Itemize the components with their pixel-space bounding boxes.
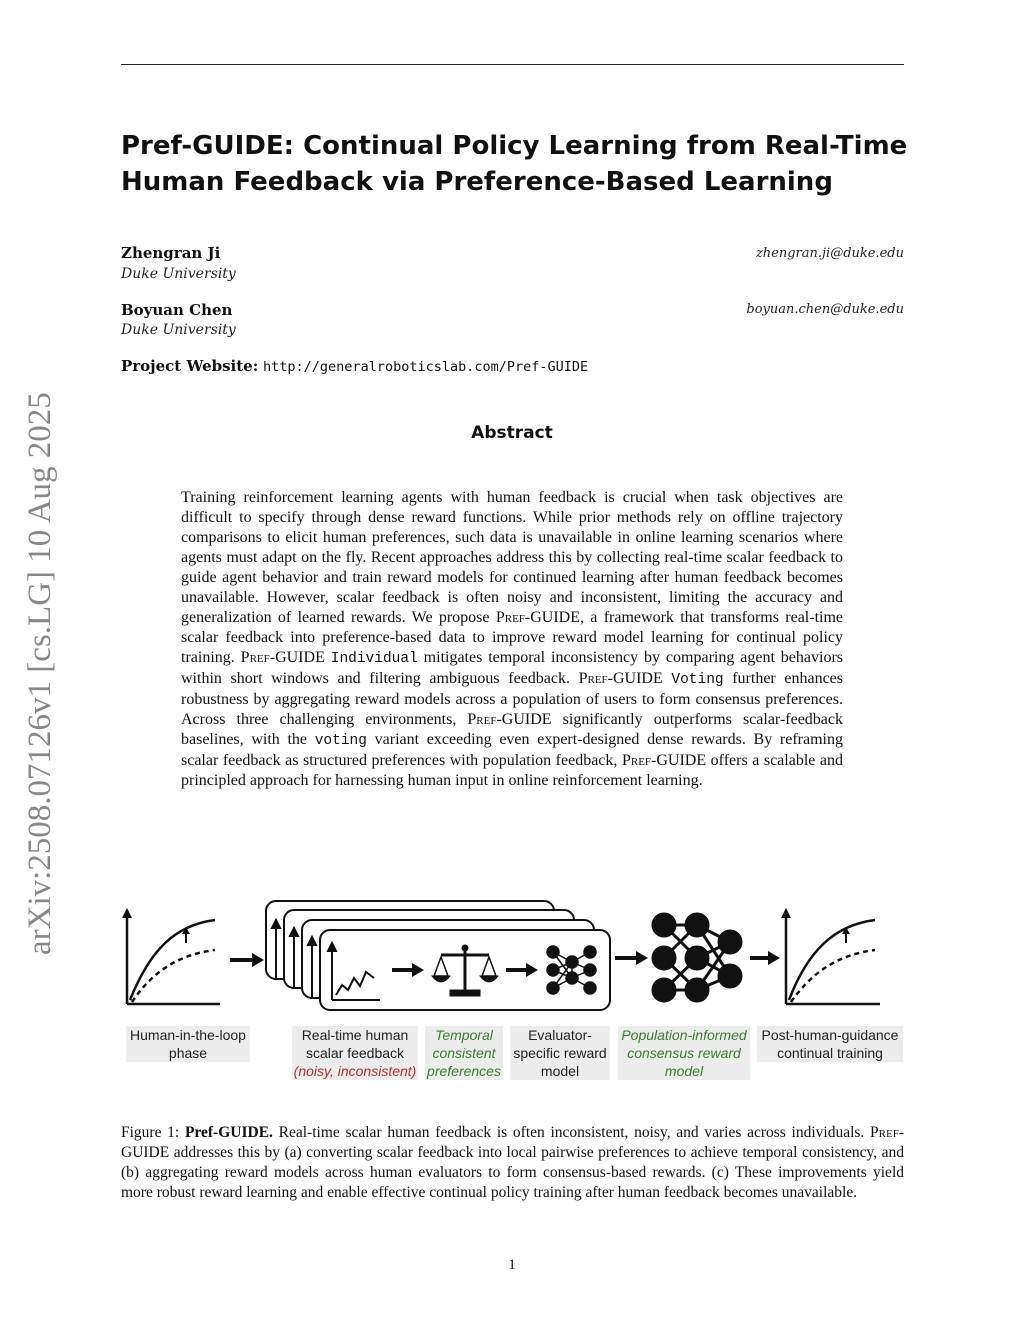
author-affiliation-2: Duke University xyxy=(121,322,236,338)
website-link[interactable]: http://generalroboticslab.com/Pref-GUIDE xyxy=(263,359,589,375)
arrow-icon-4 xyxy=(615,951,648,965)
website-label: Project Website: xyxy=(121,357,259,375)
abstract-heading: Abstract xyxy=(471,423,553,443)
page-number: 1 xyxy=(508,1257,516,1273)
label-post-guidance-training: Post-human-guidance continual training xyxy=(757,1026,903,1062)
author-name-2: Boyuan Chen xyxy=(121,301,233,319)
learning-curve-icon-right xyxy=(781,908,880,1004)
arxiv-sidebar-stamp: arXiv:2508.07126v1 [cs.LG] 10 Aug 2025 xyxy=(22,392,58,955)
author-name-1: Zhengran Ji xyxy=(121,244,221,262)
consensus-network-icon xyxy=(653,914,741,1001)
arrow-icon-5 xyxy=(750,951,780,965)
label-real-time-feedback: Real-time human scalar feedback (noisy, inconsistent) xyxy=(293,1027,417,1079)
paper-title: Pref-GUIDE: Continual Policy Learning from Real-Time Human Feedback via Preference-Based Learning xyxy=(121,131,908,197)
figure-caption: Figure 1: Pref-GUIDE. Real-time scalar human feedback is often inconsistent, noisy, and varies across individuals. Pref-GUIDE addresses this by (a) converting scalar feedback into local pairwise preferences to achieve temporal consistency, and (b) aggregating reward models across human evaluators to form consensus-based rewards. (c) These improvements yield more robust reward learning and enable effective continual policy training after human feedback becomes unavailable. xyxy=(121,1124,904,1201)
label-consensus-reward-model: Population-informed consensus reward model xyxy=(618,1026,750,1080)
arrow-icon-1 xyxy=(230,953,264,967)
label-noisy-note: (noisy, inconsistent) xyxy=(293,1063,417,1079)
label-evaluator-reward-model: Evaluator-specific reward model xyxy=(510,1026,610,1080)
label-human-in-the-loop: Human-in-the-loop phase xyxy=(126,1026,250,1062)
author-email-2[interactable]: boyuan.chen@duke.edu xyxy=(746,302,904,317)
author-email-1[interactable]: zhengran.ji@duke.edu xyxy=(755,246,904,261)
author-affiliation-1: Duke University xyxy=(121,266,236,282)
label-temporal-preferences: Temporal consistent preferences xyxy=(425,1026,503,1080)
learning-curve-icon-left xyxy=(122,908,220,1004)
abstract-text: Training reinforcement learning agents with human feedback is crucial when task objectives are difficult to specify through dense reward functions. While prior methods rely on offline trajectory comparisons to elicit human preferences, such data is unavailable in online learning scenarios where agents must adapt on the fly. Recent approaches address this by collecting real-time scalar feedback to guide agent behavior and train reward models for continued learning after human feedback becomes unavailable. However, scalar feedback is often noisy and inconsistent, limiting the accuracy and generalization of learned rewards. We propose Pref-GUIDE, a framework that transforms real-time scalar feedback into preference-based data to improve reward model learning for continual policy training. Pref-GUIDE Individual mitigates temporal inconsistency by comparing agent behaviors within short windows and filtering ambiguous feedback. Pref-GUIDE Voting further enhances robustness by aggregating reward models across a population of users to form consensus preferences. Across three challenging environments, Pref-GUIDE significantly outperforms scalar-feedback baselines, with the voting variant exceeding even expert-designed dense rewards. By reframing scalar feedback as structured preferences with population feedback, Pref-GUIDE offers a scalable and principled approach for harnessing human input in online reinforcement learning. xyxy=(181,489,844,789)
stacked-feedback-cards xyxy=(266,901,610,1010)
